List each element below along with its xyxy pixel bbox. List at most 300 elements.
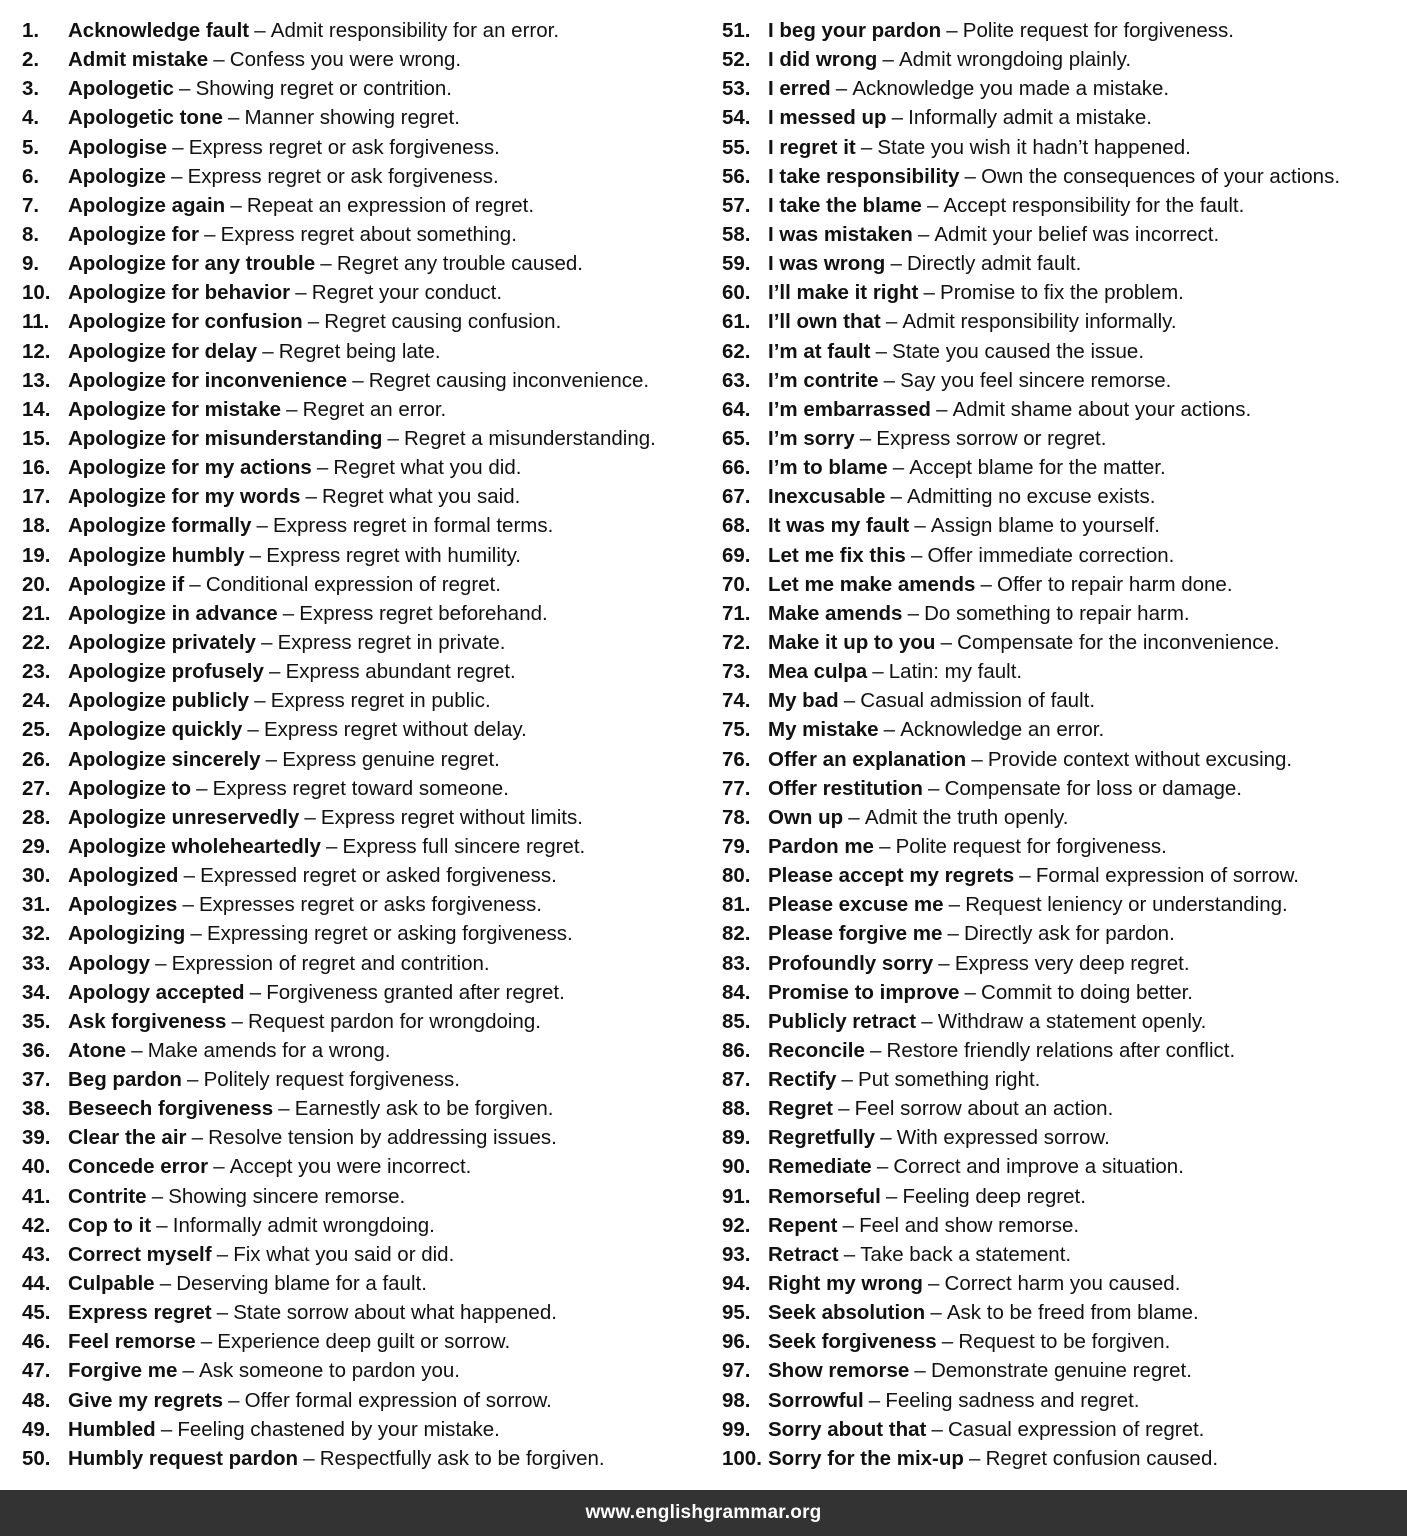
list-item (722, 511, 1402, 540)
item-term: Sorry for the mix-up (768, 1446, 964, 1470)
list-item (22, 103, 707, 132)
item-term: I beg your pardon (768, 19, 942, 42)
item-separator: – (387, 426, 399, 450)
item-definition: Express regret about something. (220, 222, 517, 246)
list-item (22, 307, 707, 336)
item-number: 63. (722, 368, 751, 392)
item-separator: – (917, 222, 930, 246)
list-item (722, 45, 1402, 74)
list-item (722, 1386, 1402, 1415)
item-separator: – (172, 135, 184, 159)
item-number: 9. (22, 252, 40, 276)
list-item (722, 1327, 1402, 1356)
item-term: Apologize if (68, 572, 185, 596)
list-item (722, 861, 1402, 890)
item-term: Apologizes (68, 893, 178, 917)
item-term: I’m contrite (768, 368, 879, 392)
item-separator: – (304, 805, 316, 829)
item-number: 3. (22, 77, 40, 101)
list-item (722, 453, 1402, 482)
item-term: Humbly request pardon (68, 1446, 299, 1470)
list-item (722, 1444, 1402, 1473)
item-number: 84. (722, 980, 751, 1004)
item-separator: – (941, 1330, 954, 1354)
item-definition: Feeling sadness and regret. (885, 1388, 1140, 1412)
item-term: Apologize sincerely (68, 747, 261, 771)
item-definition: Put something right. (858, 1068, 1041, 1092)
item-number: 57. (722, 193, 751, 217)
item-number: 30. (22, 864, 51, 888)
item-separator: – (282, 601, 295, 625)
list-item (22, 1240, 707, 1269)
list-item (22, 16, 707, 45)
item-number: 95. (722, 1301, 751, 1325)
list-item (722, 366, 1402, 395)
item-separator: – (928, 1272, 940, 1296)
item-definition: Resolve tension by addressing issues. (208, 1126, 557, 1150)
item-term: I erred (768, 77, 831, 101)
item-definition: Offer immediate correction. (927, 543, 1175, 567)
item-number: 72. (722, 630, 751, 654)
item-definition: Expression of regret and contrition. (171, 951, 490, 975)
item-term: Profoundly sorry (768, 951, 934, 975)
item-separator: – (869, 1038, 882, 1062)
item-term: Contrite (68, 1184, 147, 1208)
list-item (22, 1211, 707, 1240)
item-number: 59. (722, 252, 751, 276)
item-separator: – (254, 689, 266, 713)
item-number: 34. (22, 980, 51, 1004)
list-item (22, 1182, 707, 1211)
item-definition: Earnestly ask to be forgiven. (294, 1097, 554, 1121)
item-separator: – (841, 1068, 853, 1092)
item-definition: Correct and improve a situation. (893, 1155, 1184, 1179)
list-item (722, 599, 1402, 628)
item-term: Apologize privately (68, 630, 256, 654)
item-definition: Regret your conduct. (311, 281, 503, 305)
item-term: Publicly retract (768, 1009, 917, 1033)
item-definition: Ask someone to pardon you. (199, 1359, 460, 1383)
item-separator: – (160, 1417, 173, 1441)
item-definition: Informally admit a mistake. (908, 106, 1152, 130)
item-number: 11. (22, 310, 50, 334)
list-item (722, 1036, 1402, 1065)
item-separator: – (875, 339, 888, 363)
item-term: I’ll make it right (768, 281, 919, 305)
list-item (22, 395, 707, 424)
item-separator: – (269, 660, 281, 684)
item-separator: – (216, 1242, 229, 1266)
item-number: 36. (22, 1038, 51, 1062)
left-column (22, 16, 707, 1473)
list-item (22, 570, 707, 599)
item-term: I was mistaken (768, 222, 913, 246)
item-definition: Forgiveness granted after regret. (266, 980, 565, 1004)
list-item (722, 482, 1402, 511)
item-term: I’m to blame (768, 456, 888, 480)
list-item (22, 715, 707, 744)
item-term: My bad (768, 689, 839, 713)
item-definition: Express regret in private. (277, 630, 506, 654)
item-term: I regret it (768, 135, 856, 159)
list-item (22, 191, 707, 220)
item-separator: – (278, 1097, 290, 1121)
item-number: 81. (722, 893, 751, 917)
item-term: Retract (768, 1242, 839, 1266)
item-number: 86. (722, 1038, 751, 1062)
item-term: Please accept my regrets (768, 864, 1015, 888)
item-number: 8. (22, 222, 40, 246)
item-definition: Express regret or ask forgiveness. (187, 164, 499, 188)
item-number: 19. (22, 543, 51, 567)
item-number: 93. (722, 1242, 751, 1266)
item-number: 99. (722, 1417, 751, 1441)
list-item (22, 1065, 707, 1094)
item-definition: Express regret in public. (270, 689, 491, 713)
list-item (22, 919, 707, 948)
item-definition: Directly ask for pardon. (964, 922, 1175, 946)
item-term: Right my wrong (768, 1272, 923, 1296)
item-number: 33. (22, 951, 51, 975)
item-number: 61. (722, 310, 751, 334)
item-number: 38. (22, 1097, 51, 1121)
item-separator: – (835, 77, 848, 101)
list-item (22, 541, 707, 570)
item-separator: – (204, 222, 216, 246)
item-definition: Feel and show remorse. (859, 1213, 1080, 1237)
list-item (22, 337, 707, 366)
item-number: 25. (22, 718, 51, 742)
item-separator: – (907, 601, 919, 625)
item-term: Apologize for misunderstanding (68, 426, 383, 450)
item-term: Apologize for any trouble (68, 252, 316, 276)
list-item (22, 657, 707, 686)
item-definition: Accept responsibility for the fault. (943, 193, 1245, 217)
item-separator: – (947, 922, 959, 946)
item-separator: – (890, 485, 902, 509)
item-definition: Do something to repair harm. (924, 601, 1190, 625)
item-term: Pardon me (768, 834, 874, 858)
item-definition: Request leniency or understanding. (965, 893, 1288, 917)
list-item (22, 1123, 707, 1152)
list-item (722, 832, 1402, 861)
item-number: 79. (722, 834, 751, 858)
list-item (722, 1298, 1402, 1327)
list-item (22, 774, 707, 803)
item-definition: Regret causing confusion. (324, 310, 562, 334)
item-number: 89. (722, 1126, 751, 1150)
item-number: 49. (22, 1417, 51, 1441)
item-separator: – (190, 922, 202, 946)
item-definition: Informally admit wrongdoing. (172, 1213, 435, 1237)
item-separator: – (191, 1126, 204, 1150)
item-term: Make amends (768, 601, 903, 625)
item-definition: Conditional expression of regret. (205, 572, 501, 596)
item-number: 23. (22, 660, 51, 684)
list-item (722, 774, 1402, 803)
item-term: Apologize formally (68, 514, 252, 538)
item-term: My mistake (768, 718, 879, 742)
item-term: Make it up to you (768, 630, 936, 654)
item-definition: Casual expression of regret. (947, 1417, 1205, 1441)
item-separator: – (868, 1388, 881, 1412)
item-definition: Compensate for the inconvenience. (957, 630, 1280, 654)
item-separator: – (969, 1446, 981, 1470)
item-number: 65. (722, 426, 751, 450)
item-definition: Latin: my fault. (888, 660, 1023, 684)
item-definition: Regret what you said. (322, 485, 521, 509)
item-separator: – (891, 106, 904, 130)
item-separator: – (151, 1184, 164, 1208)
item-definition: Correct harm you caused. (944, 1272, 1181, 1296)
list-item (22, 1269, 707, 1298)
item-term: Apologize for my words (68, 485, 301, 509)
item-definition: Provide context without excusing. (987, 747, 1293, 771)
item-term: Apology (68, 951, 150, 975)
list-item (22, 45, 707, 74)
item-separator: – (155, 951, 167, 975)
item-number: 37. (22, 1068, 51, 1092)
item-term: Reconcile (768, 1038, 865, 1062)
footer-url[interactable]: www.englishgrammar.org (585, 1502, 822, 1523)
item-definition: Admit responsibility for an error. (270, 19, 560, 42)
item-number: 73. (722, 660, 751, 684)
item-term: Apologetic tone (68, 106, 223, 130)
item-separator: – (231, 1009, 243, 1033)
item-definition: Experience deep guilt or sorrow. (217, 1330, 511, 1354)
list-item (22, 278, 707, 307)
item-number: 62. (722, 339, 751, 363)
item-number: 21. (22, 601, 51, 625)
item-separator: – (254, 19, 266, 42)
item-definition: Offer to repair harm done. (997, 572, 1233, 596)
list-item (22, 1415, 707, 1444)
item-term: Atone (68, 1038, 127, 1062)
item-term: Express regret (68, 1301, 212, 1325)
item-separator: – (156, 1213, 168, 1237)
item-term: Humbled (68, 1417, 156, 1441)
item-definition: With expressed sorrow. (896, 1126, 1110, 1150)
item-term: I’m embarrassed (768, 397, 931, 421)
item-term: I take the blame (768, 193, 922, 217)
item-term: Apologize for (68, 222, 199, 246)
item-separator: – (200, 1330, 213, 1354)
item-number: 24. (22, 689, 51, 713)
item-separator: – (256, 514, 268, 538)
item-separator: – (1019, 864, 1031, 888)
item-number: 76. (722, 747, 751, 771)
list-item (22, 599, 707, 628)
item-number: 56. (722, 164, 751, 188)
item-separator: – (931, 1417, 943, 1441)
item-term: Apologize (68, 164, 166, 188)
list-item (22, 453, 707, 482)
item-number: 90. (722, 1155, 751, 1179)
list-item (22, 74, 707, 103)
item-definition: Casual admission of fault. (860, 689, 1096, 713)
item-term: Apologize for mistake (68, 397, 282, 421)
item-term: Apologize in advance (68, 601, 278, 625)
item-definition: State sorrow about what happened. (233, 1301, 557, 1325)
list-item (22, 162, 707, 191)
item-definition: Request to be forgiven. (958, 1330, 1171, 1354)
list-item (22, 745, 707, 774)
list-item (722, 745, 1402, 774)
item-separator: – (247, 718, 259, 742)
list-item (22, 832, 707, 861)
item-separator: – (964, 980, 976, 1004)
item-number: 14. (22, 397, 51, 421)
item-definition: Ask to be freed from blame. (946, 1301, 1199, 1325)
footer-bar (0, 1490, 1407, 1536)
list-item (722, 16, 1402, 45)
item-separator: – (182, 1359, 194, 1383)
item-number: 83. (722, 951, 751, 975)
item-definition: Express regret without limits. (320, 805, 583, 829)
item-separator: – (249, 980, 262, 1004)
item-term: Apologize for confusion (68, 310, 303, 334)
list-item (722, 220, 1402, 249)
list-item (22, 249, 707, 278)
item-number: 2. (22, 48, 40, 72)
item-term: Apologize for inconvenience (68, 368, 348, 392)
list-item (722, 949, 1402, 978)
item-number: 45. (22, 1301, 51, 1325)
item-definition: Acknowledge you made a mistake. (852, 77, 1170, 101)
item-number: 47. (22, 1359, 51, 1383)
item-definition: Admit wrongdoing plainly. (898, 48, 1132, 72)
item-term: Seek absolution (768, 1301, 926, 1325)
item-number: 60. (722, 281, 751, 305)
item-definition: Polite request for forgiveness. (895, 834, 1167, 858)
item-definition: Withdraw a statement openly. (937, 1009, 1207, 1033)
item-number: 42. (22, 1213, 51, 1237)
item-number: 27. (22, 776, 51, 800)
list-item (22, 686, 707, 715)
item-definition: Manner showing regret. (244, 106, 460, 130)
item-definition: Fix what you said or did. (233, 1242, 455, 1266)
item-number: 67. (722, 485, 751, 509)
item-definition: Respectfully ask to be forgiven. (319, 1446, 605, 1470)
item-number: 77. (722, 776, 751, 800)
item-term: Regret (768, 1097, 833, 1121)
item-separator: – (228, 1388, 240, 1412)
item-separator: – (295, 281, 307, 305)
item-term: Rectify (768, 1068, 837, 1092)
item-separator: – (936, 397, 948, 421)
item-separator: – (286, 397, 298, 421)
item-term: Remediate (768, 1155, 872, 1179)
item-separator: – (228, 106, 240, 130)
item-definition: Express very deep regret. (954, 951, 1190, 975)
item-definition: Showing regret or contrition. (195, 77, 452, 101)
list-item (22, 1356, 707, 1385)
item-separator: – (843, 1242, 856, 1266)
item-number: 43. (22, 1242, 51, 1266)
item-number: 29. (22, 834, 51, 858)
item-number: 15. (22, 426, 51, 450)
list-item (722, 133, 1402, 162)
item-term: Apologize wholeheartedly (68, 834, 321, 858)
item-term: Give my regrets (68, 1388, 223, 1412)
item-term: Sorry about that (768, 1417, 927, 1441)
list-item (722, 890, 1402, 919)
list-item (722, 803, 1402, 832)
item-definition: Express abundant regret. (285, 660, 516, 684)
item-separator: – (838, 1097, 850, 1121)
list-item (722, 307, 1402, 336)
item-definition: Expresses regret or asks forgiveness. (199, 893, 542, 917)
item-definition: Express regret in formal terms. (273, 514, 554, 538)
list-item (722, 191, 1402, 220)
item-number: 88. (722, 1097, 751, 1121)
item-separator: – (880, 1126, 892, 1150)
item-definition: Feel sorrow about an action. (854, 1097, 1114, 1121)
item-separator: – (320, 252, 332, 276)
item-number: 16. (22, 456, 51, 480)
item-number: 80. (722, 864, 751, 888)
item-definition: Express regret toward someone. (212, 776, 509, 800)
item-separator: – (196, 776, 208, 800)
item-separator: – (926, 193, 939, 217)
item-definition: Regret an error. (302, 397, 447, 421)
item-definition: Regret confusion caused. (985, 1446, 1219, 1470)
item-term: Apologize to (68, 776, 191, 800)
item-number: 94. (722, 1272, 751, 1296)
item-number: 32. (22, 922, 51, 946)
item-separator: – (183, 864, 195, 888)
list-item (22, 1152, 707, 1181)
item-term: Repent (768, 1213, 838, 1237)
item-separator: – (326, 834, 338, 858)
item-separator: – (189, 572, 201, 596)
item-separator: – (860, 135, 873, 159)
item-term: Let me fix this (768, 543, 906, 567)
item-term: Ask forgiveness (68, 1009, 227, 1033)
item-separator: – (914, 514, 926, 538)
item-number: 75. (722, 718, 751, 742)
list-item (722, 1211, 1402, 1240)
item-separator: – (848, 805, 860, 829)
item-term: Acknowledge fault (68, 19, 250, 42)
item-number: 52. (722, 48, 751, 72)
item-definition: Polite request for forgiveness. (962, 19, 1234, 42)
item-number: 31. (22, 893, 51, 917)
item-separator: – (882, 48, 894, 72)
item-number: 46. (22, 1330, 51, 1354)
item-term: Inexcusable (768, 485, 886, 509)
list-item (22, 424, 707, 453)
item-term: Show remorse (768, 1359, 910, 1383)
item-definition: Restore friendly relations after conflict. (886, 1038, 1236, 1062)
item-number: 53. (722, 77, 751, 101)
item-term: I take responsibility (768, 164, 960, 188)
item-separator: – (890, 252, 902, 276)
item-definition: Express regret or ask forgiveness. (188, 135, 500, 159)
item-definition: Feeling deep regret. (902, 1184, 1086, 1208)
item-separator: – (303, 1446, 315, 1470)
item-definition: Acknowledge an error. (900, 718, 1105, 742)
item-number: 6. (22, 164, 40, 188)
item-term: Beg pardon (68, 1068, 182, 1092)
item-definition: Deserving blame for a fault. (176, 1272, 427, 1296)
item-number: 17. (22, 485, 51, 509)
item-number: 7. (22, 193, 40, 217)
item-number: 98. (722, 1388, 751, 1412)
item-term: I was wrong (768, 252, 886, 276)
list-item (722, 919, 1402, 948)
item-separator: – (262, 339, 274, 363)
